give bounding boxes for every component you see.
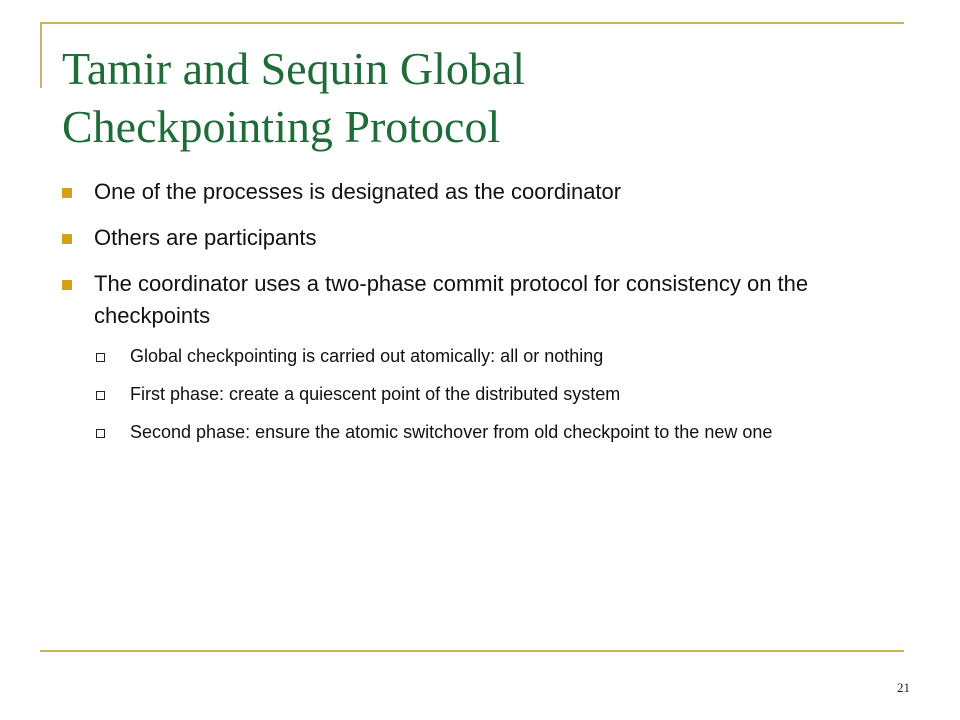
bullet-text: One of the processes is designated as the coordinator xyxy=(94,179,622,204)
frame-top-rule xyxy=(40,22,904,24)
sub-bullet-item xyxy=(94,420,912,444)
frame-left-rule xyxy=(40,22,42,88)
bullet-item xyxy=(62,176,912,208)
sub-bullet-item xyxy=(94,344,912,368)
hollow-square-bullet-icon xyxy=(96,353,105,362)
page-number: 21 xyxy=(897,680,910,695)
bullet-list xyxy=(62,176,912,458)
sub-bullet-list xyxy=(94,344,912,444)
square-bullet-icon xyxy=(62,234,72,244)
slide-title-line-2: Checkpointing Protocol xyxy=(62,101,501,152)
sub-bullet-text: Second phase: ensure the atomic switchover from old checkpoint to the new one xyxy=(130,422,773,442)
sub-bullet-text: First phase: create a quiescent point of the distributed system xyxy=(130,384,621,404)
sub-bullet-item xyxy=(94,382,912,406)
sub-bullet-text: Global checkpointing is carried out atomically: all or nothing xyxy=(130,346,604,366)
bullet-item xyxy=(62,268,912,444)
square-bullet-icon xyxy=(62,280,72,290)
slide-title xyxy=(62,40,892,156)
bullet-text: Others are participants xyxy=(94,225,317,250)
hollow-square-bullet-icon xyxy=(96,429,105,438)
frame-bottom-rule xyxy=(40,650,904,652)
bullet-text: The coordinator uses a two-phase commit protocol for consistency on the checkpoints xyxy=(94,271,809,328)
bullet-item xyxy=(62,222,912,254)
slide-title-line-1: Tamir and Sequin Global xyxy=(62,43,526,94)
square-bullet-icon xyxy=(62,188,72,198)
hollow-square-bullet-icon xyxy=(96,391,105,400)
